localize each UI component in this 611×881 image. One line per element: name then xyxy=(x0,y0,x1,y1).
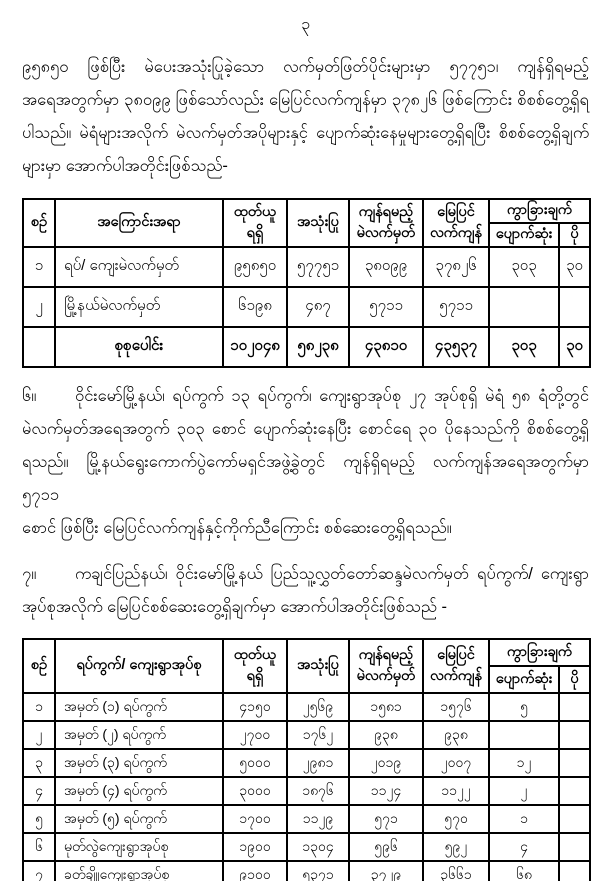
cell-issued: ၁၀၂၀၄၈ xyxy=(223,327,287,367)
page-number: ၃ xyxy=(301,16,310,33)
ballot-summary-table xyxy=(22,198,591,368)
paragraph-line: ရသည်။ မြို့နယ်ရွေးကောက်ပွဲကော်မရှင်အဖွဲ့ခွဲတွင် ကျန်ရှိရမည့် လက်ကျန်အရေအတွက်မှာ ၅၇၁၁ xyxy=(22,453,589,504)
cell-lost: ၁၂ xyxy=(489,749,559,777)
cell-serial: ၃ xyxy=(23,749,55,777)
cell-ground: ၁၁၂၂ xyxy=(423,777,489,805)
cell-expected: ၂၀၁၉ xyxy=(349,749,423,777)
cell-expected: ၅၇၁ xyxy=(349,805,423,833)
cell-used: ၅၈၂၃၈ xyxy=(287,327,349,367)
cell-total-label: စုစုပေါင်း xyxy=(55,327,223,367)
cell-ground: ၄၃၅၃၇ xyxy=(423,327,489,367)
paragraph-line: အရေအတွက်မှာ ၃၈၀၉၉ ဖြစ်သော်လည်း မြေပြင်လက်ကျန်မှာ ၃၇၈၂၆ ဖြစ်ကြောင်း စိစစ်တွေ့ရှိရ xyxy=(22,91,589,109)
cell-extra xyxy=(559,805,590,833)
cell-name: မြို့နယ်မဲလက်မှတ် xyxy=(55,287,223,327)
paragraph-text: ကချင်ပြည်နယ်၊ ဝိုင်းမော်မြို့နယ် ပြည်သူ့လွှတ်တော်ဆန္ဒမဲလက်မှတ် ရပ်ကွက်/ ကျေးရွာ xyxy=(75,565,589,583)
cell-lost: ၄ xyxy=(489,833,559,861)
table-row xyxy=(23,287,590,327)
document-content xyxy=(0,51,611,881)
cell-issued: ၅၀၀၀ xyxy=(223,749,287,777)
paragraph-6 xyxy=(22,380,589,545)
cell-used: ၁၃၀၄ xyxy=(287,833,349,861)
col-header-ground: မြေပြင် လက်ကျန် xyxy=(423,639,489,693)
paragraph-line: အုပ်စုအလိုက် မြေပြင်စစ်ဆေးတွေ့ရှိချက်မှာ အောက်ပါအတိုင်းဖြစ်သည် - xyxy=(22,598,448,616)
paragraph-text: ဝိုင်းမော်မြို့နယ်၊ ရပ်ကွက် ၁၃ ရပ်ကွက်၊ ကျေးရွာအုပ်စု ၂၇ အုပ်စုရှိ မဲရံ ၅၈ ရံတို့တွင် xyxy=(75,387,589,405)
cell-name: အမှတ် (၅) ရပ်ကွက် xyxy=(55,805,223,833)
cell-lost: ၆၈ xyxy=(489,861,559,881)
cell-used: ၂၉၈၁ xyxy=(287,749,349,777)
col-header-extra: ပို xyxy=(559,223,590,247)
col-header-difference: ကွာခြားချက် xyxy=(489,199,590,223)
cell-name: အမှတ် (၄) ရပ်ကွက် xyxy=(55,777,223,805)
paragraph-number: ၆။ xyxy=(22,387,37,405)
paragraph-intro xyxy=(22,51,589,183)
cell-used: ၄၈၇ xyxy=(287,287,349,327)
cell-used: ၁၁၂၉ xyxy=(287,805,349,833)
cell-lost: ၃၀၃ xyxy=(489,327,559,367)
cell-serial: ၁ xyxy=(23,693,55,721)
cell-lost: ၁ xyxy=(489,805,559,833)
cell-lost xyxy=(489,721,559,749)
col-header-subject: ရပ်ကွက်/ ကျေးရွာအုပ်စု xyxy=(55,639,223,693)
cell-serial: ၄ xyxy=(23,777,55,805)
cell-ground: ၃၆၆၁ xyxy=(423,861,489,881)
table-row xyxy=(23,833,590,861)
table-row xyxy=(23,693,590,721)
cell-ground: ၉၃၈ xyxy=(423,721,489,749)
cell-ground: ၅၇၁၁ xyxy=(423,287,489,327)
cell-lost: ၅ xyxy=(489,693,559,721)
table-row xyxy=(23,721,590,749)
cell-expected: ၅၉၆ xyxy=(349,833,423,861)
cell-issued: ၄၁၅၀ xyxy=(223,693,287,721)
cell-issued: ၉၁၀၀ xyxy=(223,861,287,881)
cell-issued: ၃၀၀၀ xyxy=(223,777,287,805)
col-header-used: အသုံးပြု xyxy=(287,639,349,693)
col-header-ground: မြေပြင် လက်ကျန် xyxy=(423,199,489,247)
col-header-serial: စဉ် xyxy=(23,639,55,693)
cell-serial xyxy=(23,327,55,367)
cell-issued: ၆၁၉၈ xyxy=(223,287,287,327)
ward-village-table xyxy=(22,638,591,881)
cell-issued: ၉၅၈၅၀ xyxy=(223,247,287,287)
cell-used: ၂၅၆၉ xyxy=(287,693,349,721)
paragraph-line: ပါသည်။ မဲရံများအလိုက် မဲလက်မှတ်အပိုများနှင့် ပျောက်ဆုံးနေမှုများတွေ့ရှိရပြီး စိစစ်တွေ့ရှိချက် xyxy=(22,124,589,142)
cell-serial: ၂ xyxy=(23,721,55,749)
cell-ground: ၅၉၂ xyxy=(423,833,489,861)
cell-ground: ၁၅၇၆ xyxy=(423,693,489,721)
paragraph-line: များမှာ အောက်ပါအတိုင်းဖြစ်သည်- xyxy=(22,157,228,175)
cell-extra xyxy=(559,777,590,805)
col-header-issued: ထုတ်ယူ ရရှိ xyxy=(223,639,287,693)
cell-name: မုတ်လွဲကျေးရွာအုပ်စု xyxy=(55,833,223,861)
paragraph-line xyxy=(22,380,589,413)
cell-expected: ၁၅၈၁ xyxy=(349,693,423,721)
cell-extra xyxy=(559,721,590,749)
cell-serial: ၅ xyxy=(23,805,55,833)
col-header-extra: ပို xyxy=(559,666,590,693)
cell-expected: ၁၁၂၄ xyxy=(349,777,423,805)
cell-used: ၅၇၇၅၁ xyxy=(287,247,349,287)
cell-lost: ၃၀၃ xyxy=(489,247,559,287)
cell-extra xyxy=(559,861,590,881)
cell-extra: ၃၀ xyxy=(559,327,590,367)
cell-extra xyxy=(559,833,590,861)
cell-expected: ၉၃၈ xyxy=(349,721,423,749)
cell-name: ရပ်/ ကျေးမဲလက်မှတ် xyxy=(55,247,223,287)
cell-used: ၁၇၆၂ xyxy=(287,721,349,749)
cell-extra xyxy=(559,693,590,721)
paragraph-line xyxy=(22,558,589,591)
cell-name: အမှတ် (၃) ရပ်ကွက် xyxy=(55,749,223,777)
col-header-expected: ကျန်ရမည့် မဲလက်မှတ် xyxy=(349,199,423,247)
table-row xyxy=(23,805,590,833)
cell-used: ၅၃၇၁ xyxy=(287,861,349,881)
paragraph-7 xyxy=(22,558,589,624)
table-row xyxy=(23,749,590,777)
cell-issued: ၁၉၀၀ xyxy=(223,833,287,861)
paragraph-line: ၉၅၈၅၀ ဖြစ်ပြီး မဲပေးအသုံးပြုခဲ့သော လက်မှတ်ဖြတ်ပိုင်းများမှာ ၅၇၇၅၁၊ ကျန်ရှိရမည့် xyxy=(22,58,589,76)
col-header-lost: ပျောက်ဆုံး xyxy=(489,666,559,693)
cell-extra xyxy=(559,749,590,777)
cell-expected: ၃၈၀၉၉ xyxy=(349,247,423,287)
col-header-subject: အကြောင်းအရာ xyxy=(55,199,223,247)
paragraph-line: စောင် ဖြစ်ပြီး မြေပြင်လက်ကျန်နှင့်ကိုက်ညီကြောင်း စစ်ဆေးတွေ့ရှိရသည်။ xyxy=(22,519,452,537)
cell-name: အမှတ် (၁) ရပ်ကွက် xyxy=(55,693,223,721)
col-header-difference: ကွာခြားချက် xyxy=(489,639,590,666)
col-header-serial: စဉ် xyxy=(23,199,55,247)
total-row xyxy=(23,327,590,367)
cell-used: ၁၈၇၆ xyxy=(287,777,349,805)
paragraph-line: မဲလက်မှတ်အရေအတွက် ၃၀၃ စောင် ပျောက်ဆုံးနေပြီး စောင်ရေ ၃၀ ပိုနေသည်ကို စိစစ်တွေ့ရှိ xyxy=(22,420,589,438)
cell-expected: ၄၃၈၁၀ xyxy=(349,327,423,367)
cell-expected: ၅၇၁၁ xyxy=(349,287,423,327)
paragraph-number: ၇။ xyxy=(22,565,37,583)
cell-issued: ၁၇၀၀ xyxy=(223,805,287,833)
cell-name: ခတ်ချိူကျေးရွာအုပ်စု xyxy=(55,861,223,881)
cell-extra: ၃၀ xyxy=(559,247,590,287)
table-row xyxy=(23,777,590,805)
cell-serial: ၇ xyxy=(23,861,55,881)
cell-ground: ၅၇၀ xyxy=(423,805,489,833)
cell-lost: ၂ xyxy=(489,777,559,805)
col-header-issued: ထုတ်ယူ ရရှိ xyxy=(223,199,287,247)
cell-ground: ၂၀၀၇ xyxy=(423,749,489,777)
cell-ground: ၃၇၈၂၆ xyxy=(423,247,489,287)
cell-issued: ၂၇၀၀ xyxy=(223,721,287,749)
cell-serial: ၁ xyxy=(23,247,55,287)
cell-expected: ၃၇၂၉ xyxy=(349,861,423,881)
cell-serial: ၂ xyxy=(23,287,55,327)
cell-name: အမှတ် (၂) ရပ်ကွက် xyxy=(55,721,223,749)
cell-extra xyxy=(559,287,590,327)
cell-serial: ၆ xyxy=(23,833,55,861)
table-row xyxy=(23,861,590,881)
col-header-used: အသုံးပြု xyxy=(287,199,349,247)
table-row xyxy=(23,247,590,287)
col-header-lost: ပျောက်ဆုံး xyxy=(489,223,559,247)
col-header-expected: ကျန်ရမည့် မဲလက်မှတ် xyxy=(349,639,423,693)
cell-lost xyxy=(489,287,559,327)
